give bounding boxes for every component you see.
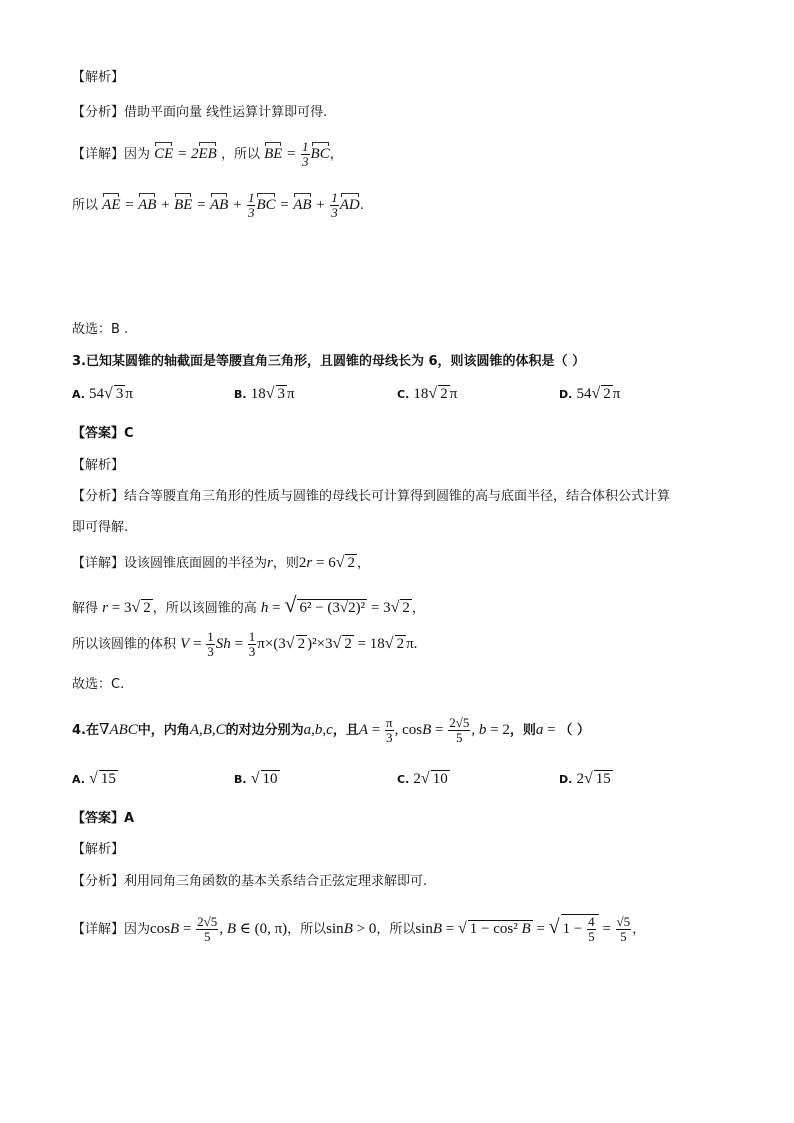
formula-volume: V = $\frac{1}{3}$ Sh = $\frac{1}{3}$ π×(3√ 2 )²×3√ 2 = 18√ 2 π. <box>180 629 418 659</box>
option-rad: 3 <box>115 386 124 402</box>
fenxi-tag: 【分析】 <box>72 489 125 504</box>
option-rad: 10 <box>262 771 278 787</box>
q3-guxuan: 故选：C. <box>72 677 125 692</box>
fenxi-tag: 【分析】 <box>72 874 125 889</box>
q4-option-b: B. √ 10 <box>234 770 278 787</box>
q3-answer: 【答案】C <box>72 426 134 441</box>
formula-cosb: cosB = $\frac{2√5}{5}$ , B ∈ (0, π) <box>150 914 288 944</box>
jiede-mid: ，所以该圆锥的高 <box>152 601 257 616</box>
xiangjie-tag: 【详解】 <box>72 556 125 571</box>
q3-option-b: B. 18√ 3 π <box>234 385 295 402</box>
option-label: C. <box>397 388 410 401</box>
xiangjie-tag: 【详解】 <box>72 146 125 162</box>
formula-given: A = $\frac{\pi}{3}$ , cosB = $\frac{2√5}{5}$ , b = 2 <box>358 715 510 745</box>
stem-e: ，则 <box>509 722 536 738</box>
q4-option-a: A. √ 15 <box>72 770 116 787</box>
q3-tiji <box>72 630 417 659</box>
stem-d: ，且 <box>332 722 359 738</box>
tiji-text: 所以该圆锥的体积 <box>72 636 177 652</box>
q3-option-d: D. 54√ 2 π <box>559 385 621 402</box>
option-coef: 2 <box>576 771 584 787</box>
option-label: B. <box>234 773 247 786</box>
xiangjie-b: ，所以 <box>287 921 327 937</box>
formula-ce-2eb: CE = 2EB <box>154 145 217 162</box>
xiangjie-line-1 <box>72 140 343 169</box>
q3-option-a: A. 54√ 3 π <box>72 385 133 402</box>
option-rad: 15 <box>595 771 611 787</box>
period: . <box>359 197 364 213</box>
option-rad: 15 <box>100 771 116 787</box>
fenxi-line-1 <box>72 101 327 120</box>
option-tail: π <box>612 386 621 402</box>
q4-answer: 【答案】A <box>72 811 135 826</box>
option-tail: π <box>449 386 458 402</box>
angles: A,B,C <box>189 721 226 738</box>
formula-sinb-pos: sinB > 0 <box>326 920 377 937</box>
formula-r-value: r = 3√ 2 <box>102 599 151 616</box>
suoyi-text: 所以 <box>72 197 99 213</box>
xiangjie-d: ， <box>632 921 646 937</box>
xiangjie-mid: ，则 <box>272 556 299 571</box>
var-r: r <box>267 555 273 571</box>
formula-h-value: h = √ 6² − (3√2)² = 3√ 2 <box>260 592 410 617</box>
q4-option-d: D. 2√ 15 <box>559 770 611 787</box>
option-label: A. <box>72 773 85 786</box>
triangle-abc: ∇ABC <box>98 721 138 738</box>
option-label: C. <box>397 773 410 786</box>
xiangjie-tag: 【详解】 <box>72 921 125 937</box>
option-rad: 10 <box>432 771 448 787</box>
option-coef: 18 <box>250 386 266 402</box>
q4-fenxi <box>72 870 427 889</box>
option-coef: 18 <box>413 386 429 402</box>
fenxi-text: 结合等腰直角三角形的性质与圆锥的母线长可计算得到圆锥的高与底面半径，结合体积公式计算 <box>124 489 671 504</box>
option-label: B. <box>234 388 247 401</box>
jiede-end: ， <box>411 601 425 616</box>
q3-xiangjie <box>72 552 370 572</box>
q4-stem <box>72 716 590 745</box>
xiangjie-text: 设该圆锥底面圆的半径为 <box>124 556 268 571</box>
sides: a,b,c <box>303 721 333 738</box>
option-tail: π <box>125 386 133 402</box>
formula-sinb-value: sinB = √ 1 − cos² B = √ 1 − $\frac{4}{5}$ = $\frac{√5}{5}$ <box>415 914 631 944</box>
formula-2r: 2r = 6√ 2 <box>298 554 355 571</box>
option-rad: 2 <box>440 386 448 402</box>
q3-fenxi-line2: 即可得解. <box>72 520 129 535</box>
jiede-text: 解得 <box>72 601 99 616</box>
guxuan-1: 故选：B . <box>72 322 129 337</box>
option-label: A. <box>72 388 85 401</box>
option-rad: 2 <box>603 386 611 402</box>
equals: = <box>543 721 560 738</box>
option-coef: 54 <box>576 386 592 402</box>
fenxi-text: 借助平面向量 线性运算计算即可得. <box>124 105 328 120</box>
q3-fenxi-line1 <box>72 485 670 504</box>
xiangjie-text-c: ， <box>329 146 343 162</box>
q3-jiede <box>72 592 425 618</box>
var-a: a <box>535 721 544 738</box>
xiangjie-text-a: 因为 <box>124 146 151 162</box>
xiangjie-c: ，所以 <box>376 921 416 937</box>
stem-c: 的对边分别为 <box>225 722 304 738</box>
q3-jiexi: 【解析】 <box>72 458 125 473</box>
stem-b: 中，内角 <box>137 722 190 738</box>
q4-xiangjie <box>72 914 645 944</box>
option-coef: 54 <box>89 386 105 402</box>
q3-option-c: C. 18√ 2 π <box>397 385 458 402</box>
suoyi-line <box>72 191 364 220</box>
option-label: D. <box>559 388 573 401</box>
jiexi-heading-1: 【解析】 <box>72 70 125 85</box>
xiangjie-end: ， <box>356 556 370 571</box>
stem-a: 4.在 <box>72 722 99 738</box>
formula-ae-chain: AE = AB + BE = AB + $\frac{1}{3}$ BC = AB + $\frac{1}{3}$ AD <box>102 190 360 220</box>
q3-stem: 3.已知某圆锥的轴截面是等腰直角三角形，且圆锥的母线长为 6，则该圆锥的体积是（ ） <box>72 354 586 369</box>
formula-be-bc: BE = $\frac{1}{3}$ BC <box>264 139 330 169</box>
fenxi-tag: 【分析】 <box>72 105 125 120</box>
xiangjie-text-b: ，所以 <box>220 146 260 162</box>
xiangjie-a: 因为 <box>124 921 151 937</box>
fenxi-text: 利用同角三角函数的基本关系结合正弦定理求解即可. <box>124 874 428 889</box>
option-coef: 2 <box>413 771 421 787</box>
q4-jiexi: 【解析】 <box>72 842 125 857</box>
stem-f: （ ） <box>559 722 590 738</box>
option-label: D. <box>559 773 573 786</box>
option-tail: π <box>287 386 295 402</box>
q4-option-c: C. 2√ 10 <box>397 770 448 787</box>
option-rad: 3 <box>277 386 285 402</box>
